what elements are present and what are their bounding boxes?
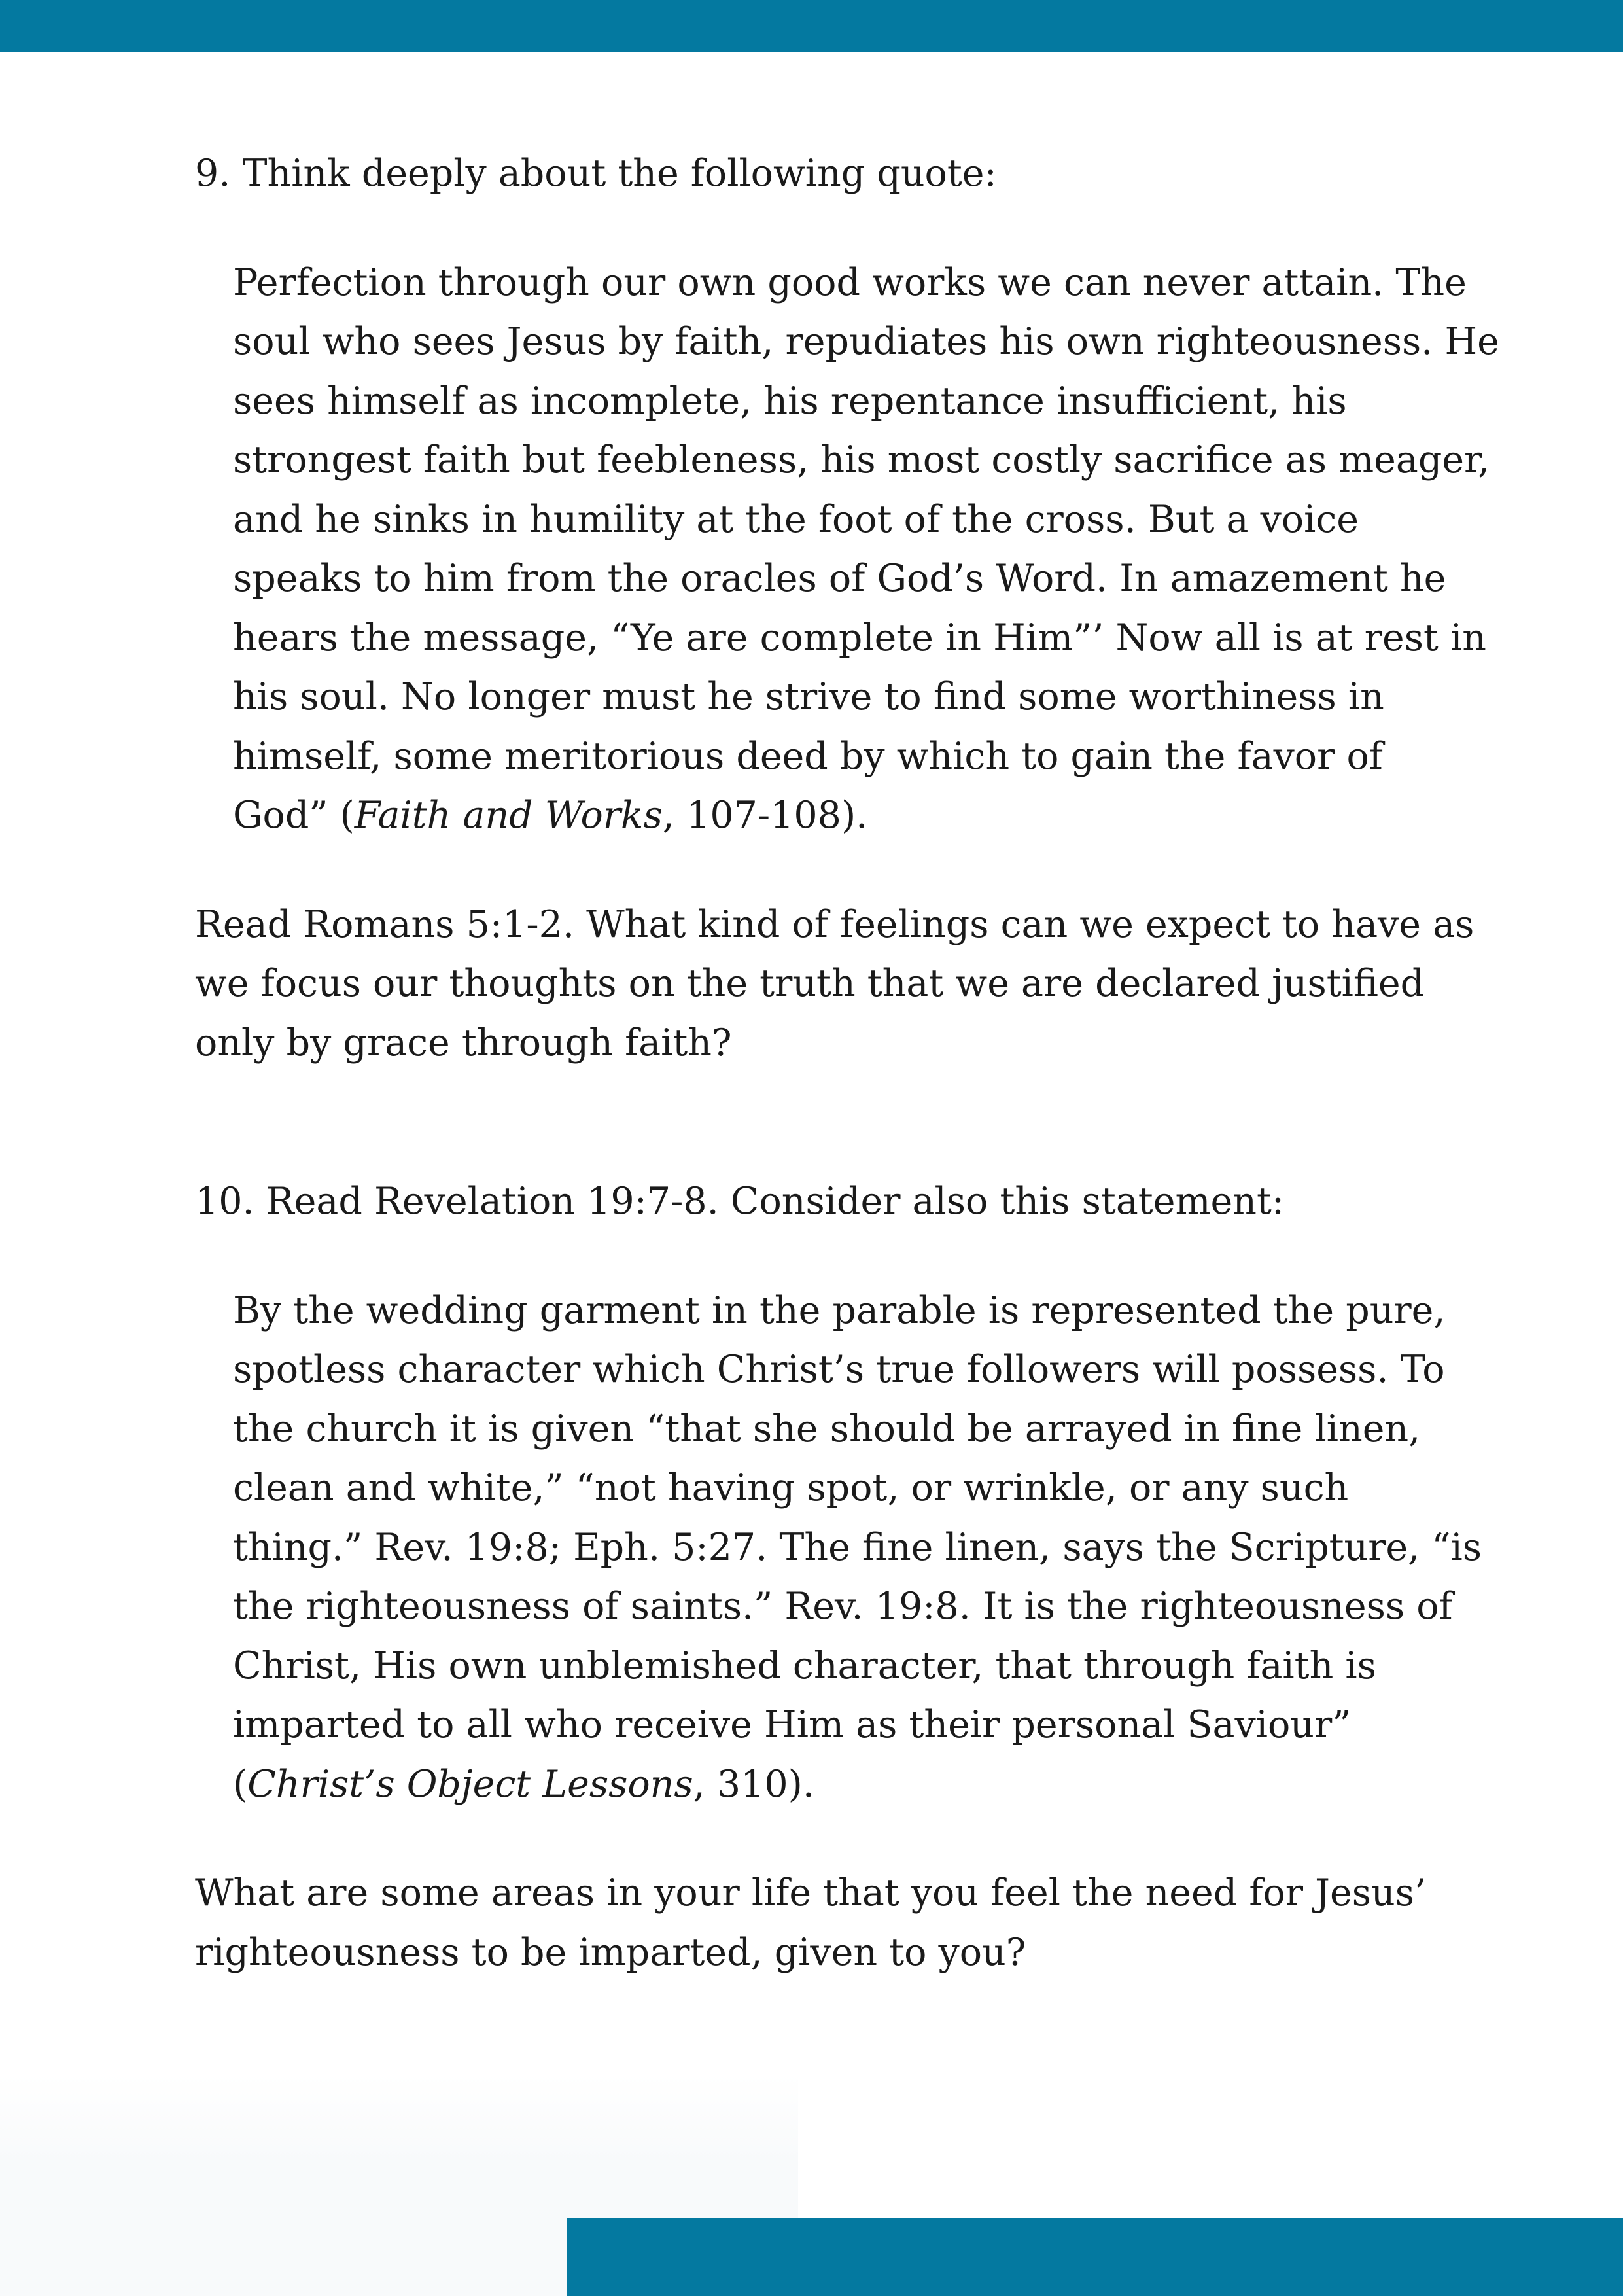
citation-prefix: ( [233, 1762, 248, 1806]
section-spacer [195, 1072, 1477, 1172]
quote-line: and he sinks in humility at the foot of the cross. But a voice [233, 497, 1359, 541]
quote-line: spotless character which Christ’s true followers will possess. To [233, 1348, 1445, 1391]
question-9-quote [233, 253, 1499, 845]
quote-line: the church it is given “that she should be arrayed in fine linen, [233, 1407, 1421, 1451]
question-9-heading: 9. Think deeply about the following quote: [195, 152, 997, 195]
quote-line: sees himself as incomplete, his repentance insufficient, his [233, 379, 1347, 423]
quote-line: speaks to him from the oracles of God’s Word. In amazement he [233, 557, 1446, 600]
quote-line: Perfection through our own good works we can never attain. The [233, 260, 1467, 304]
citation-source-title: Faith and Works [354, 794, 663, 837]
prompt-line: only by grace through faith? [195, 1021, 732, 1065]
citation-suffix: , 107-108). [662, 794, 868, 837]
quote-line: By the wedding garment in the parable is represented the pure, [233, 1288, 1446, 1332]
quote-line: his soul. No longer must he strive to find some worthiness in [233, 675, 1384, 718]
quote-line: thing.” Rev. 19:8; Eph. 5:27. The fine linen, says the Scripture, “is [233, 1525, 1482, 1569]
bottom-accent-bar [567, 2218, 1623, 2296]
prompt-line: righteousness to be imparted, given to you? [195, 1930, 1026, 1974]
quote-line: clean and white,” “not having spot, or wrinkle, or any such [233, 1466, 1349, 1510]
question-10 [195, 1172, 1482, 1982]
prompt-line: What are some areas in your life that you feel the need for Jesus’ [195, 1871, 1427, 1915]
question-9-prompt [195, 895, 1477, 1073]
quote-line: himself, some meritorious deed by which to gain the favor of [233, 734, 1383, 778]
question-10-prompt [195, 1863, 1477, 1982]
quote-citation-line [233, 786, 1477, 845]
citation-source-title: Christ’s Object Lessons [247, 1762, 693, 1806]
citation-suffix: , 310). [693, 1762, 815, 1806]
quote-line: soul who sees Jesus by faith, repudiates his own righteousness. He [233, 320, 1499, 363]
page-content [195, 144, 1499, 1982]
citation-prefix: God” ( [233, 794, 355, 837]
quote-line: the righteousness of saints.” Rev. 19:8. It is the righteousness of [233, 1585, 1453, 1628]
quote-line: imparted to all who receive Him as their personal Saviour” [233, 1703, 1352, 1746]
top-accent-bar [0, 0, 1623, 52]
question-10-heading: 10. Read Revelation 19:7-8. Consider also this statement: [195, 1180, 1285, 1223]
quote-line: hears the message, “Ye are complete in Him”’ Now all is at rest in [233, 616, 1486, 660]
quote-line: strongest faith but feebleness, his most costly sacrifice as meager, [233, 438, 1490, 482]
prompt-line: Read Romans 5:1-2. What kind of feelings can we expect to have as [195, 902, 1475, 946]
quote-line: Christ, His own unblemished character, that through faith is [233, 1644, 1376, 1687]
prompt-line: we focus our thoughts on the truth that we are declared justified [195, 962, 1425, 1005]
question-9 [195, 144, 1499, 1072]
quote-citation-line [233, 1755, 1477, 1814]
question-10-quote [233, 1281, 1482, 1814]
